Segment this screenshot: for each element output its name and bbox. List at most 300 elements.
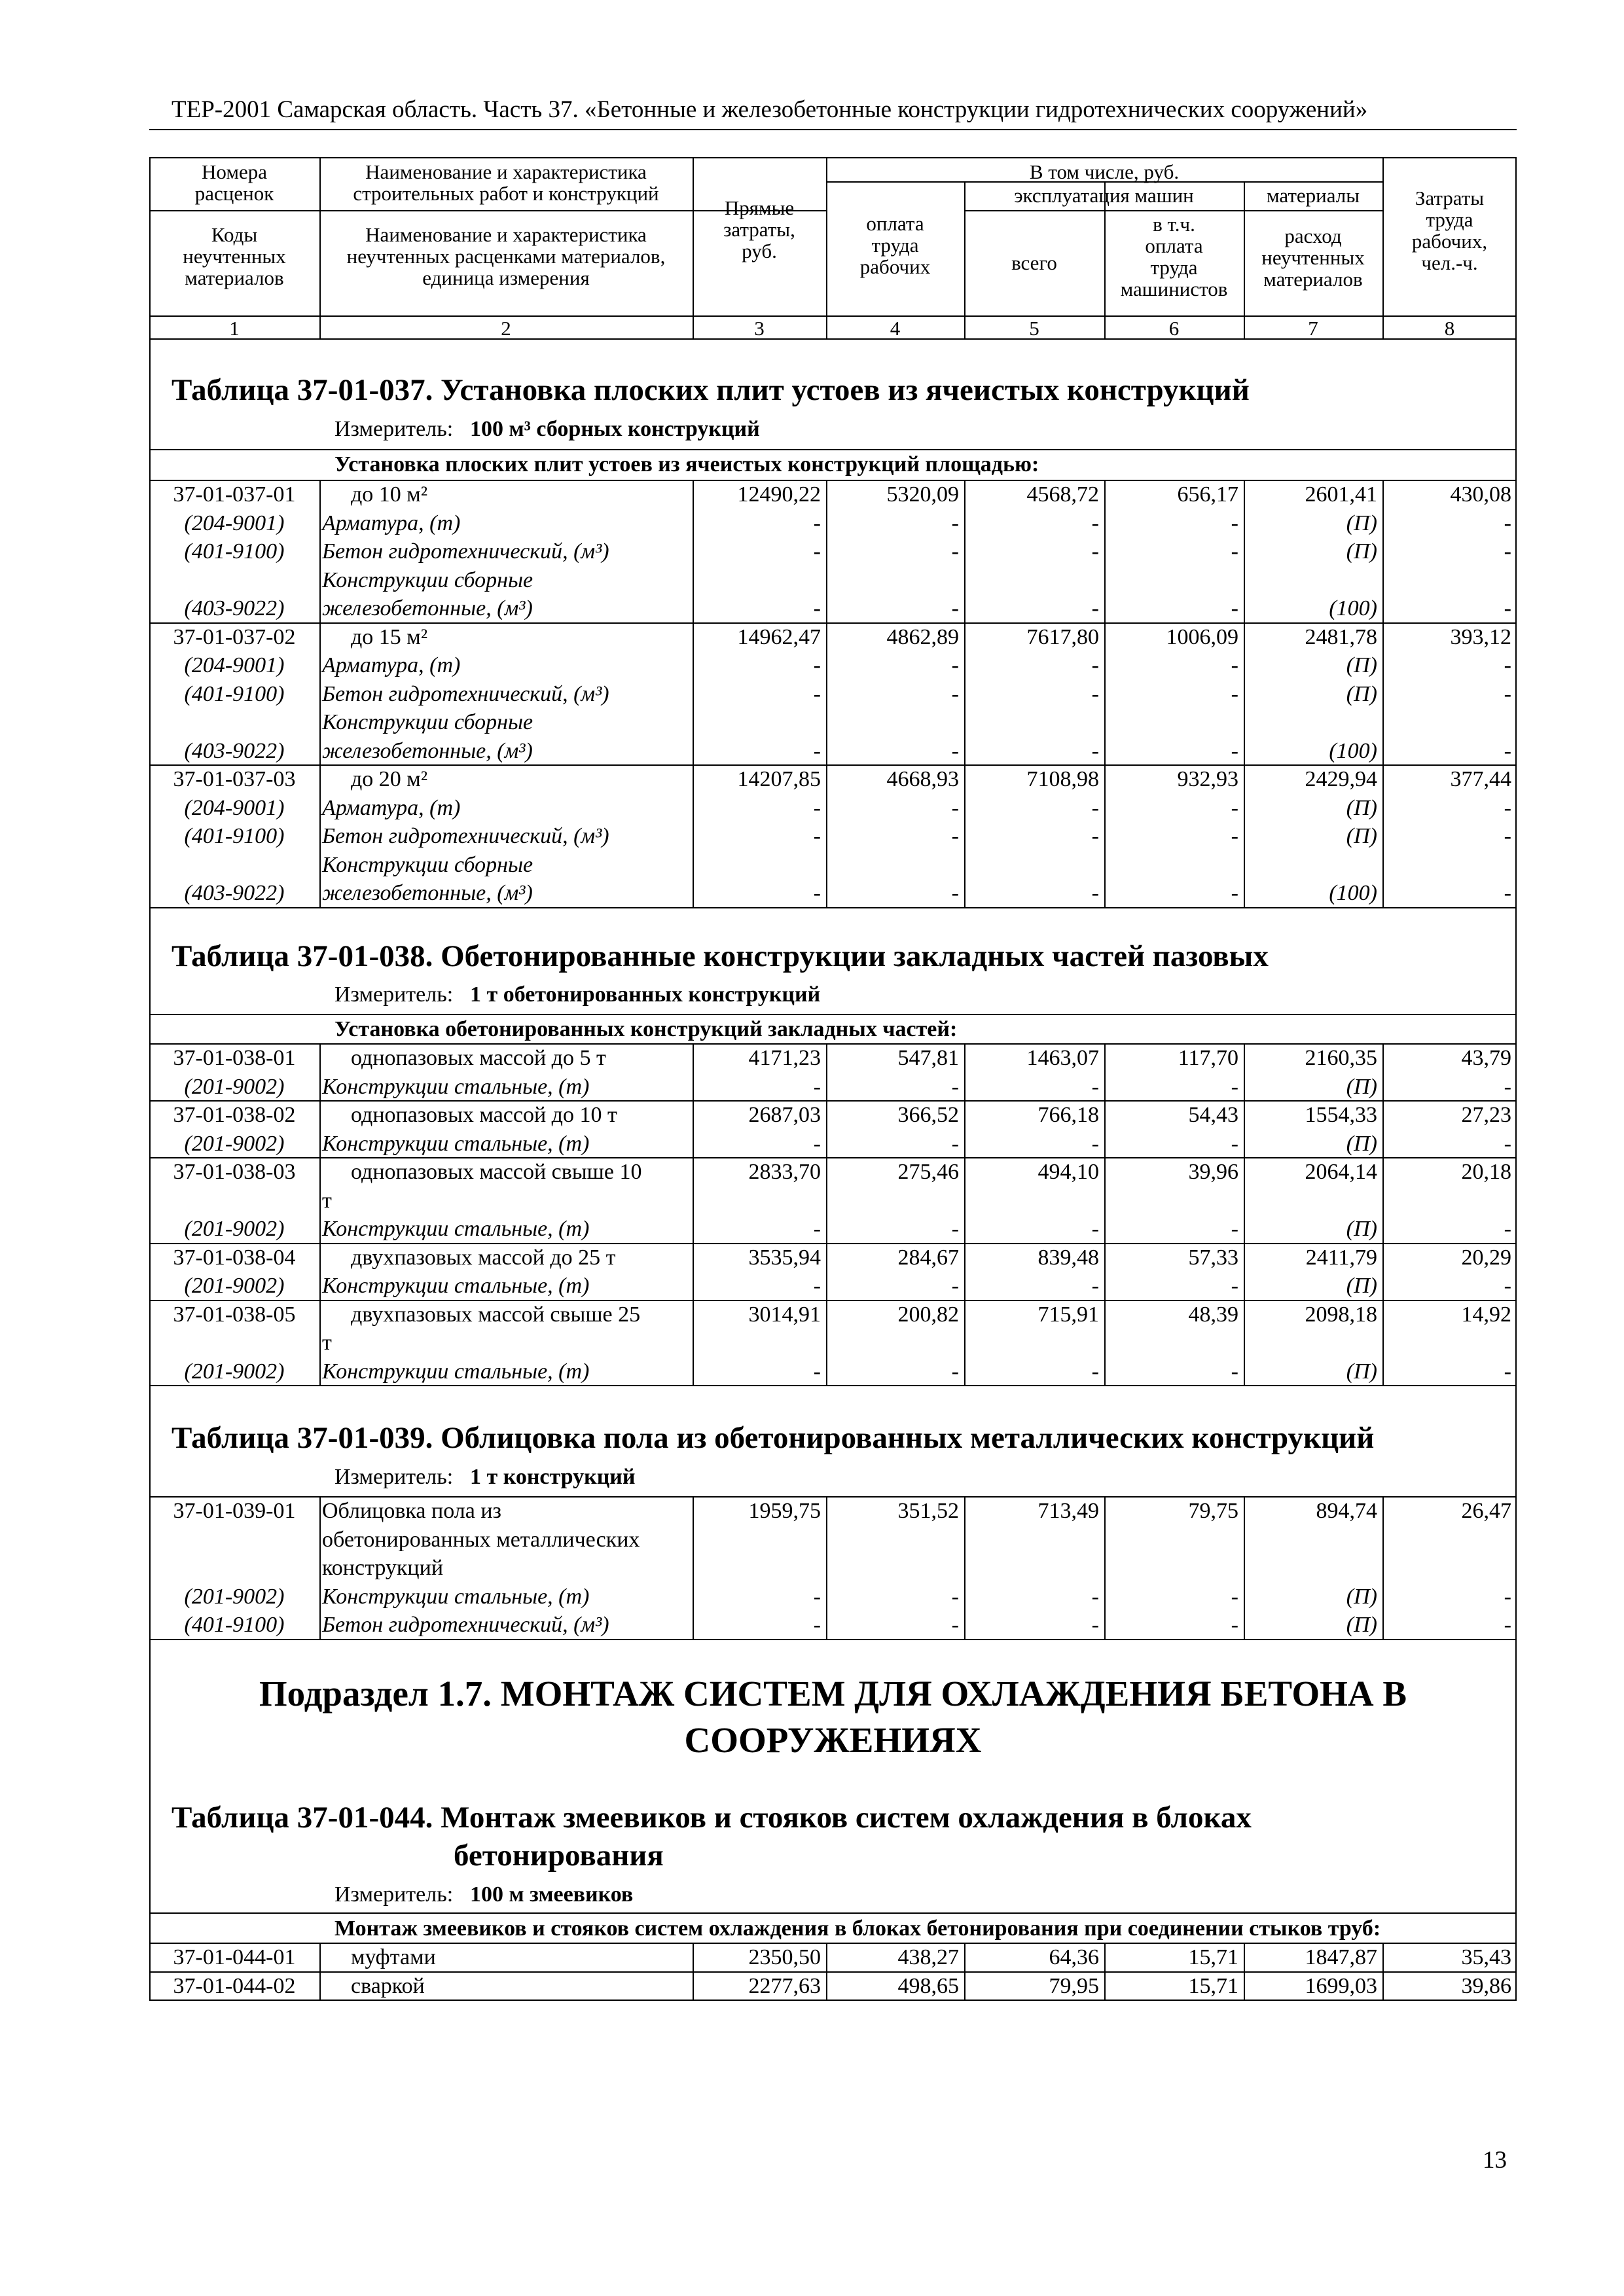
value-cell: - xyxy=(1091,1217,1099,1241)
material-name: Бетон гидротехнический, (м³) xyxy=(322,539,609,564)
value-cell: 4568,72 xyxy=(1026,482,1099,507)
table-grid-line xyxy=(693,1496,694,1639)
value-cell: - xyxy=(1231,596,1238,620)
value-cell: - xyxy=(1231,1359,1238,1384)
value-cell: 14207,85 xyxy=(737,767,821,791)
value-cell: 39,96 xyxy=(1188,1160,1238,1184)
material-name: Конструкции стальные, (т) xyxy=(322,1359,590,1384)
table-title: Таблица 37-01-044. Монтаж змеевиков и стояков систем охлаждения в блоках xyxy=(171,1801,1252,1835)
value-cell: - xyxy=(951,1359,959,1384)
rate-code: 37-01-038-01 xyxy=(173,1046,296,1070)
value-cell: - xyxy=(1504,824,1511,848)
row-separator xyxy=(149,622,1517,624)
col-header-direct-costs: Прямые xyxy=(724,196,795,219)
value-cell: - xyxy=(1231,511,1238,535)
material-name: Конструкции стальные, (т) xyxy=(322,1131,590,1156)
work-name: сваркой xyxy=(351,1973,425,1998)
table-grid-line xyxy=(1382,1496,1384,1639)
table-subheader: Монтаж змеевиков и стояков систем охлаждения в блоках бетонирования при соединении стыков труб: xyxy=(334,1916,1381,1941)
section-title: Подраздел 1.7. МОНТАЖ СИСТЕМ ДЛЯ ОХЛАЖДЕНИЯ БЕТОНА В xyxy=(259,1674,1407,1713)
value-cell: 1463,07 xyxy=(1026,1046,1099,1070)
value-cell: 2411,79 xyxy=(1305,1245,1377,1270)
col-header-labor: Затраты xyxy=(1415,187,1485,209)
table-grid-line xyxy=(319,1043,321,1385)
value-cell: 2481,78 xyxy=(1305,624,1377,649)
col-header-material-names: Наименование и характеристика xyxy=(365,223,647,246)
material-name: железобетонные, (м³) xyxy=(322,738,533,763)
value-cell: - xyxy=(813,1359,821,1384)
col-header-material-codes: неучтенных xyxy=(183,245,286,268)
value-cell: - xyxy=(1231,539,1238,564)
value-cell: - xyxy=(1091,1074,1099,1099)
value-cell: - xyxy=(951,1131,959,1156)
value-cell: - xyxy=(1091,653,1099,677)
material-name: Конструкции сборные xyxy=(322,567,533,592)
table-grid-line xyxy=(1244,480,1245,907)
value-cell: - xyxy=(1231,1131,1238,1156)
material-code: (201-9002) xyxy=(184,1359,285,1384)
work-name: до 15 м² xyxy=(351,624,428,649)
value-cell: - xyxy=(1504,511,1511,535)
col-number: 8 xyxy=(1444,317,1455,340)
col-header-unaccounted-materials: неучтенных xyxy=(1261,246,1365,269)
col-header-operator-wages: труда xyxy=(1150,256,1198,279)
table-grid-line xyxy=(964,1496,965,1639)
table-grid-line xyxy=(964,1043,965,1385)
col-header-codes: расценок xyxy=(194,182,274,205)
col-header-machines: эксплуатация машин xyxy=(1014,184,1194,207)
value-cell: - xyxy=(813,1131,821,1156)
measure-value: 100 м³ сборных конструкций xyxy=(470,417,760,441)
value-cell: - xyxy=(1231,653,1238,677)
value-cell: - xyxy=(1231,1584,1238,1609)
col-header-material-codes: Коды xyxy=(211,223,258,246)
row-separator xyxy=(149,1243,1517,1244)
table-bottom-line xyxy=(149,2000,1517,2001)
table-grid-line xyxy=(1382,480,1384,907)
value-cell: 498,65 xyxy=(897,1973,959,1998)
value-cell: 1554,33 xyxy=(1305,1103,1377,1127)
value-cell: (П) xyxy=(1346,1074,1377,1099)
value-cell: 79,75 xyxy=(1188,1499,1238,1523)
col-header-material-codes: материалов xyxy=(185,266,284,289)
col-number: 6 xyxy=(1168,317,1180,340)
col-header-operator-wages: машинистов xyxy=(1120,278,1228,300)
value-cell: - xyxy=(813,1584,821,1609)
rate-code: 37-01-044-01 xyxy=(173,1945,296,1969)
table-grid-line xyxy=(149,1043,1517,1045)
value-cell: - xyxy=(1504,1074,1511,1099)
section-title: СООРУЖЕНИЯХ xyxy=(684,1720,982,1760)
value-cell: - xyxy=(813,653,821,677)
row-separator xyxy=(149,764,1517,766)
value-cell: (П) xyxy=(1346,1217,1377,1241)
material-code: (204-9001) xyxy=(184,653,285,677)
value-cell: 14962,47 xyxy=(737,624,821,649)
value-cell: - xyxy=(951,596,959,620)
value-cell: - xyxy=(951,824,959,848)
value-cell: - xyxy=(1504,1359,1511,1384)
value-cell: 5320,09 xyxy=(886,482,959,507)
material-code: (201-9002) xyxy=(184,1074,285,1099)
value-cell: 894,74 xyxy=(1316,1499,1377,1523)
value-cell: 4171,23 xyxy=(748,1046,821,1070)
col-header-material-names: неучтенных расценками материалов, xyxy=(346,245,666,268)
material-name: Арматура, (т) xyxy=(322,653,461,677)
rate-code: 37-01-037-02 xyxy=(173,624,296,649)
measure-value: 1 т конструкций xyxy=(470,1465,636,1489)
value-cell: 656,17 xyxy=(1177,482,1238,507)
value-cell: 20,18 xyxy=(1461,1160,1511,1184)
table-grid-line xyxy=(1244,1043,1245,1385)
value-cell: - xyxy=(1091,795,1099,820)
table-grid-line xyxy=(826,1043,827,1385)
value-cell: 79,95 xyxy=(1049,1973,1099,1998)
value-cell: 2687,03 xyxy=(748,1103,821,1127)
row-separator xyxy=(149,1157,1517,1158)
table-title: Таблица 37-01-037. Установка плоских плит устоев из ячеистых конструкций xyxy=(171,373,1250,407)
col-header-materials: материалы xyxy=(1266,184,1360,207)
value-cell: - xyxy=(1231,1274,1238,1298)
value-cell: 1699,03 xyxy=(1305,1973,1377,1998)
value-cell: 351,52 xyxy=(897,1499,959,1523)
value-cell: (П) xyxy=(1346,653,1377,677)
table-subheader: Установка плоских плит устоев из ячеистых конструкций площадью: xyxy=(334,452,1039,476)
table-grid-line xyxy=(149,1943,1517,1944)
value-cell: - xyxy=(1504,653,1511,677)
col-number: 1 xyxy=(229,317,240,340)
value-cell: - xyxy=(1231,795,1238,820)
value-cell: - xyxy=(813,824,821,848)
value-cell: (100) xyxy=(1329,738,1377,763)
page-number: 13 xyxy=(1483,2147,1507,2174)
work-name: до 10 м² xyxy=(351,482,428,507)
measure-label: Измеритель: xyxy=(334,982,454,1007)
work-name: однопазовых массой до 10 т xyxy=(351,1103,617,1127)
material-code: (401-9100) xyxy=(184,681,285,706)
value-cell: - xyxy=(951,795,959,820)
value-cell: - xyxy=(1231,881,1238,905)
value-cell: 15,71 xyxy=(1188,1973,1238,1998)
value-cell: 4862,89 xyxy=(886,624,959,649)
material-name: Бетон гидротехнический, (м³) xyxy=(322,681,609,706)
table-subheader: Установка обетонированных конструкций закладных частей: xyxy=(334,1017,958,1041)
value-cell: (П) xyxy=(1346,824,1377,848)
value-cell: 3014,91 xyxy=(748,1302,821,1327)
col-header-machines-total: всего xyxy=(1011,251,1057,274)
measure-value: 100 м змеевиков xyxy=(470,1882,634,1907)
value-cell: 27,23 xyxy=(1461,1103,1511,1127)
value-cell: 547,81 xyxy=(897,1046,959,1070)
material-code: (201-9002) xyxy=(184,1584,285,1609)
value-cell: - xyxy=(1091,824,1099,848)
value-cell: (П) xyxy=(1346,1613,1377,1637)
rate-code: 37-01-037-01 xyxy=(173,482,296,507)
value-cell: - xyxy=(951,653,959,677)
value-cell: - xyxy=(813,881,821,905)
value-cell: 2601,41 xyxy=(1305,482,1377,507)
value-cell: 15,71 xyxy=(1188,1945,1238,1969)
work-name: т xyxy=(322,1188,332,1213)
value-cell: - xyxy=(813,511,821,535)
material-code: (401-9100) xyxy=(184,824,285,848)
value-cell: - xyxy=(1504,539,1511,564)
value-cell: - xyxy=(1504,1131,1511,1156)
value-cell: - xyxy=(951,1074,959,1099)
material-name: Конструкции сборные xyxy=(322,852,533,877)
value-cell: 57,33 xyxy=(1188,1245,1238,1270)
table-title: бетонирования xyxy=(454,1839,664,1873)
value-cell: 20,29 xyxy=(1461,1245,1511,1270)
material-name: Бетон гидротехнический, (м³) xyxy=(322,824,609,848)
material-name: Конструкции сборные xyxy=(322,710,533,734)
value-cell: 7617,80 xyxy=(1026,624,1099,649)
col-header-labor: чел.-ч. xyxy=(1421,251,1478,274)
work-name: т xyxy=(322,1331,332,1355)
work-name: двухпазовых массой до 25 т xyxy=(351,1245,616,1270)
table-grid-line xyxy=(1104,480,1106,907)
value-cell: (П) xyxy=(1346,1131,1377,1156)
value-cell: - xyxy=(813,738,821,763)
table-grid-line xyxy=(319,1496,321,1639)
col-header-codes: Номера xyxy=(202,160,267,183)
header-rule xyxy=(149,129,1517,130)
value-cell: - xyxy=(813,1274,821,1298)
value-cell: - xyxy=(1231,1074,1238,1099)
value-cell: - xyxy=(1091,1359,1099,1384)
header-grid-line xyxy=(964,210,1382,211)
material-name: железобетонные, (м³) xyxy=(322,596,533,620)
value-cell: - xyxy=(1091,881,1099,905)
material-code: (201-9002) xyxy=(184,1274,285,1298)
value-cell: 200,82 xyxy=(897,1302,959,1327)
value-cell: 766,18 xyxy=(1038,1103,1099,1127)
value-cell: - xyxy=(1091,1584,1099,1609)
value-cell: - xyxy=(1091,738,1099,763)
value-cell: 35,43 xyxy=(1461,1945,1511,1969)
table-grid-line xyxy=(693,480,694,907)
col-header-direct-costs: руб. xyxy=(742,240,777,262)
material-name: Конструкции стальные, (т) xyxy=(322,1217,590,1241)
col-header-name: Наименование и характеристика xyxy=(365,160,647,183)
col-number: 3 xyxy=(754,317,765,340)
material-name: Конструкции стальные, (т) xyxy=(322,1074,590,1099)
value-cell: 377,44 xyxy=(1450,767,1511,791)
value-cell: - xyxy=(813,596,821,620)
value-cell: - xyxy=(1504,1217,1511,1241)
table-grid-line xyxy=(826,1496,827,1639)
value-cell: - xyxy=(951,1217,959,1241)
value-cell: 14,92 xyxy=(1461,1302,1511,1327)
value-cell: - xyxy=(1231,681,1238,706)
value-cell: (П) xyxy=(1346,511,1377,535)
table-grid-line xyxy=(693,1043,694,1385)
col-number: 5 xyxy=(1029,317,1039,340)
value-cell: - xyxy=(1504,1613,1511,1637)
col-header-including: В том числе, руб. xyxy=(1029,160,1180,183)
value-cell: 48,39 xyxy=(1188,1302,1238,1327)
table-top-line xyxy=(149,1912,1517,1914)
value-cell: 26,47 xyxy=(1461,1499,1511,1523)
material-code: (401-9100) xyxy=(184,1613,285,1637)
value-cell: 3535,94 xyxy=(748,1245,821,1270)
value-cell: - xyxy=(1504,881,1511,905)
value-cell: - xyxy=(1504,795,1511,820)
work-name: муфтами xyxy=(351,1945,436,1969)
value-cell: 430,08 xyxy=(1450,482,1511,507)
value-cell: - xyxy=(1091,539,1099,564)
material-code: (204-9001) xyxy=(184,795,285,820)
material-name: Конструкции стальные, (т) xyxy=(322,1584,590,1609)
material-code: (201-9002) xyxy=(184,1131,285,1156)
rate-code: 37-01-037-03 xyxy=(173,767,296,791)
material-name: Бетон гидротехнический, (м³) xyxy=(322,1613,609,1637)
material-name: железобетонные, (м³) xyxy=(322,881,533,905)
table-bottom-line xyxy=(149,1639,1517,1640)
value-cell: 1847,87 xyxy=(1305,1945,1377,1969)
value-cell: 12490,22 xyxy=(737,482,821,507)
value-cell: 2833,70 xyxy=(748,1160,821,1184)
work-name: Облицовка пола из xyxy=(322,1499,501,1523)
table-grid-line xyxy=(149,480,1517,481)
value-cell: - xyxy=(951,1584,959,1609)
material-code: (401-9100) xyxy=(184,539,285,564)
table-title: Таблица 37-01-038. Обетонированные конструкции закладных частей пазовых xyxy=(171,939,1269,973)
value-cell: 932,93 xyxy=(1177,767,1238,791)
work-name: обетонированных металлических xyxy=(322,1527,640,1552)
table-top-line xyxy=(149,1014,1517,1015)
table-grid-line xyxy=(1382,1043,1384,1385)
measure-value: 1 т обетонированных конструкций xyxy=(470,982,821,1007)
work-name: однопазовых массой до 5 т xyxy=(351,1046,606,1070)
value-cell: 2160,35 xyxy=(1305,1046,1377,1070)
value-cell: - xyxy=(951,511,959,535)
value-cell: 117,70 xyxy=(1178,1046,1238,1070)
value-cell: - xyxy=(951,681,959,706)
material-code: (403-9022) xyxy=(184,596,285,620)
table-top-line xyxy=(149,1496,1517,1498)
col-header-wages: труда xyxy=(871,234,919,257)
value-cell: - xyxy=(951,1613,959,1637)
value-cell: 39,86 xyxy=(1461,1973,1511,1998)
value-cell: - xyxy=(1091,1274,1099,1298)
col-header-wages: оплата xyxy=(866,212,924,235)
value-cell: - xyxy=(1231,738,1238,763)
value-cell: - xyxy=(813,1217,821,1241)
col-number: 4 xyxy=(890,317,901,340)
value-cell: - xyxy=(951,738,959,763)
table-grid-line xyxy=(1104,1043,1106,1385)
value-cell: 366,52 xyxy=(897,1103,959,1127)
measure-label: Измеритель: xyxy=(334,1465,454,1489)
material-code: (204-9001) xyxy=(184,511,285,535)
value-cell: (П) xyxy=(1346,1274,1377,1298)
value-cell: (100) xyxy=(1329,596,1377,620)
material-name: Арматура, (т) xyxy=(322,511,461,535)
work-name: двухпазовых массой свыше 25 xyxy=(351,1302,641,1327)
col-header-labor: рабочих, xyxy=(1411,230,1488,253)
material-code: (403-9022) xyxy=(184,881,285,905)
value-cell: (П) xyxy=(1346,1584,1377,1609)
value-cell: (П) xyxy=(1346,795,1377,820)
col-header-unaccounted-materials: материалов xyxy=(1263,268,1363,291)
value-cell: 284,67 xyxy=(897,1245,959,1270)
rate-code: 37-01-038-05 xyxy=(173,1302,296,1327)
value-cell: (100) xyxy=(1329,881,1377,905)
material-code: (403-9022) xyxy=(184,738,285,763)
table-grid-line xyxy=(1244,1496,1245,1639)
material-name: Арматура, (т) xyxy=(322,795,461,820)
material-code: (201-9002) xyxy=(184,1217,285,1241)
table-bottom-line xyxy=(149,907,1517,908)
value-cell: 4668,93 xyxy=(886,767,959,791)
col-header-operator-wages: в т.ч. xyxy=(1153,213,1195,236)
value-cell: 7108,98 xyxy=(1026,767,1099,791)
value-cell: 43,79 xyxy=(1461,1046,1511,1070)
rate-code: 37-01-038-04 xyxy=(173,1245,296,1270)
value-cell: - xyxy=(1231,1613,1238,1637)
value-cell: - xyxy=(951,881,959,905)
running-header: ТЕР-2001 Самарская область. Часть 37. «Бетонные и железобетонные конструкции гидротехнических сооружений» xyxy=(171,96,1368,123)
measure-label: Измеритель: xyxy=(334,1882,454,1907)
value-cell: - xyxy=(1504,681,1511,706)
value-cell: - xyxy=(1504,738,1511,763)
value-cell: 2064,14 xyxy=(1305,1160,1377,1184)
col-number: 2 xyxy=(501,317,511,340)
value-cell: - xyxy=(1504,1274,1511,1298)
row-separator xyxy=(149,1300,1517,1301)
rate-code: 37-01-038-03 xyxy=(173,1160,296,1184)
table-grid-line xyxy=(1104,1496,1106,1639)
table-bottom-line xyxy=(149,1385,1517,1386)
value-cell: 2277,63 xyxy=(748,1973,821,1998)
col-header-operator-wages: оплата xyxy=(1145,234,1203,257)
col-header-name: строительных работ и конструкций xyxy=(353,182,659,205)
value-cell: 2429,94 xyxy=(1305,767,1377,791)
work-name: однопазовых массой свыше 10 xyxy=(351,1160,642,1184)
col-number: 7 xyxy=(1308,317,1318,340)
value-cell: - xyxy=(1091,511,1099,535)
value-cell: - xyxy=(951,1274,959,1298)
table-grid-line xyxy=(826,480,827,907)
value-cell: 64,36 xyxy=(1049,1945,1099,1969)
value-cell: - xyxy=(1091,1613,1099,1637)
rate-code: 37-01-039-01 xyxy=(173,1499,296,1523)
work-name: конструкций xyxy=(322,1556,444,1580)
value-cell: 54,43 xyxy=(1188,1103,1238,1127)
value-cell: 713,49 xyxy=(1038,1499,1099,1523)
value-cell: - xyxy=(813,1613,821,1637)
value-cell: - xyxy=(813,795,821,820)
value-cell: - xyxy=(1091,681,1099,706)
work-name: до 20 м² xyxy=(351,767,428,791)
row-separator xyxy=(149,1100,1517,1102)
value-cell: - xyxy=(813,681,821,706)
value-cell: 438,27 xyxy=(897,1945,959,1969)
col-header-material-names: единица измерения xyxy=(422,266,590,289)
value-cell: - xyxy=(1091,1131,1099,1156)
value-cell: 2350,50 xyxy=(748,1945,821,1969)
value-cell: - xyxy=(813,1074,821,1099)
row-separator xyxy=(149,1971,1517,1973)
material-name: Конструкции стальные, (т) xyxy=(322,1274,590,1298)
table-top-line xyxy=(149,449,1517,450)
table-grid-line xyxy=(319,480,321,907)
measure-label: Измеритель: xyxy=(334,417,454,441)
value-cell: - xyxy=(813,539,821,564)
col-header-direct-costs: затраты, xyxy=(723,218,795,241)
value-cell: 1959,75 xyxy=(748,1499,821,1523)
